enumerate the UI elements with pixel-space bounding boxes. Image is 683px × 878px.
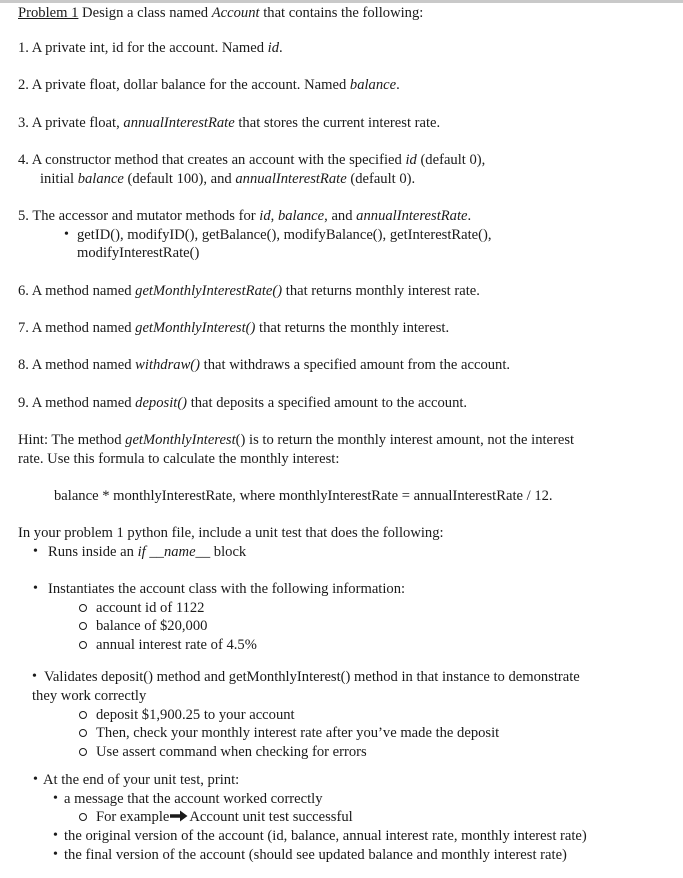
requirement-1: 1. A private int, id for the account. Named id.	[18, 40, 283, 56]
requirement-2: 2. A private float, dollar balance for the account. Named balance.	[18, 77, 400, 93]
requirement-9: 9. A method named deposit() that deposits a specified amount to the account.	[18, 395, 468, 411]
circle-bullet-icon	[79, 748, 87, 756]
validation-step-3: Use assert command when checking for errors	[96, 744, 367, 760]
problem-heading: Problem 1 Design a class named Account that contains the following:	[18, 5, 424, 21]
unit-test-bullet-2: Instantiates the account class with the following information:	[48, 581, 406, 597]
print-item-2: the original version of the account (id, balance, annual interest rate, monthly interest rate)	[64, 828, 587, 844]
hint-formula: balance * monthlyInterestRate, where monthlyInterestRate = annualInterestRate / 12.	[54, 488, 553, 504]
requirement-5: 5. The accessor and mutator methods for id, balance, and annualInterestRate.	[18, 208, 472, 224]
hint-line-1: Hint: The method getMonthlyInterest() is to return the monthly interest amount, not the interest	[18, 432, 575, 448]
print-item-3: the final version of the account (should see updated balance and monthly interest rate)	[64, 847, 567, 863]
bullet-dot: •	[53, 847, 58, 862]
unit-test-bullet-3: Validates deposit() method and getMonthlyInterest() method in that instance to demonstrate	[44, 669, 580, 685]
print-example: For example Account unit test successful	[96, 809, 353, 825]
unit-test-bullet-1: Runs inside an if __name__ block	[48, 544, 247, 560]
page-top-border	[0, 0, 683, 3]
unit-test-intro: In your problem 1 python file, include a unit test that does the following:	[18, 525, 444, 541]
instance-info-2: balance of $20,000	[96, 618, 208, 634]
bullet-dot: •	[32, 669, 37, 684]
bullet-dot: •	[53, 828, 58, 843]
requirement-3: 3. A private float, annualInterestRate that stores the current interest rate.	[18, 115, 441, 131]
requirement-8: 8. A method named withdraw() that withdraws a specified amount from the account.	[18, 357, 511, 373]
requirement-4-line-2: initial balance (default 100), and annualInterestRate (default 0).	[40, 171, 416, 187]
validation-step-1: deposit $1,900.25 to your account	[96, 707, 295, 723]
instance-info-1: account id of 1122	[96, 600, 205, 616]
unit-test-bullet-4: At the end of your unit test, print:	[43, 772, 240, 788]
bullet-dot: •	[33, 544, 38, 559]
instance-info-3: annual interest rate of 4.5%	[96, 637, 257, 653]
bullet-dot: •	[33, 581, 38, 596]
print-item-1: a message that the account worked correctly	[64, 791, 323, 807]
arrow-right-icon	[170, 810, 188, 822]
validation-step-2: Then, check your monthly interest rate after you’ve made the deposit	[96, 725, 500, 741]
accessor-list-line-1: getID(), modifyID(), getBalance(), modifyBalance(), getInterestRate(),	[77, 227, 492, 243]
bullet-dot: •	[53, 791, 58, 806]
circle-bullet-icon	[79, 711, 87, 719]
requirement-6: 6. A method named getMonthlyInterestRate() that returns monthly interest rate.	[18, 283, 480, 299]
accessor-list-line-2: modifyInterestRate()	[77, 245, 200, 261]
problem-label: Problem 1	[18, 5, 79, 21]
circle-bullet-icon	[79, 604, 87, 612]
circle-bullet-icon	[79, 622, 87, 630]
bullet-dot: •	[64, 227, 69, 242]
circle-bullet-icon	[79, 729, 87, 737]
requirement-7: 7. A method named getMonthlyInterest() that returns the monthly interest.	[18, 320, 450, 336]
bullet-dot: •	[33, 772, 38, 787]
requirement-4: 4. A constructor method that creates an account with the specified id (default 0),	[18, 152, 486, 168]
hint-line-2: rate. Use this formula to calculate the monthly interest:	[18, 451, 340, 467]
unit-test-bullet-3-line-2: they work correctly	[32, 688, 147, 704]
circle-bullet-icon	[79, 813, 87, 821]
circle-bullet-icon	[79, 641, 87, 649]
